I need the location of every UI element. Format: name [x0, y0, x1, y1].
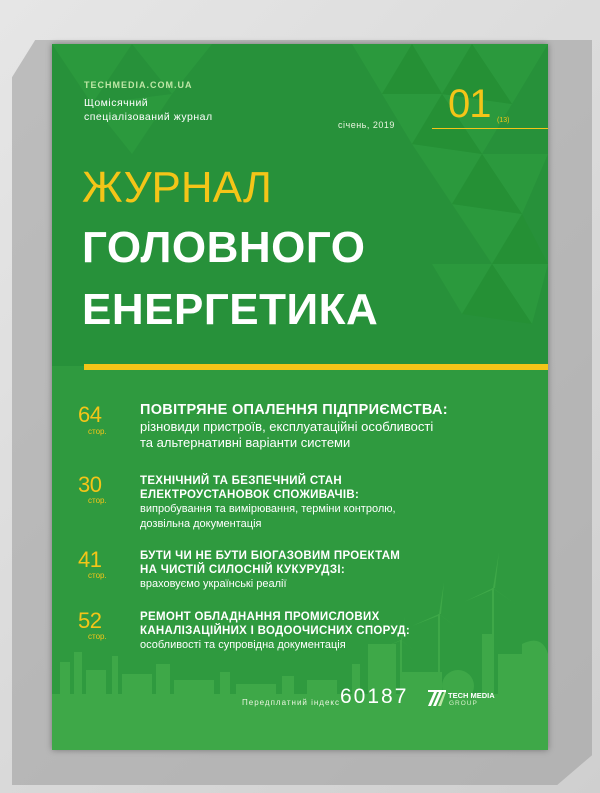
article-title: КАНАЛІЗАЦІЙНИХ І ВОДООЧИСНИХ СПОРУД: [140, 625, 410, 637]
article-title: НА ЧИСТІЙ СИЛОСНІЙ КУКУРУДЗІ: [140, 564, 345, 576]
article-body [140, 610, 548, 653]
article-subtitle: дозвільна документація [140, 518, 262, 530]
article-subtitle: випробування та вимірювання, терміни контролю, [140, 503, 396, 515]
tagline-line: спеціалізований журнал [84, 111, 213, 123]
tech-media-logo-icon [428, 690, 446, 708]
article-subtitle: враховуємо українські реалії [140, 578, 287, 590]
tech-media-group-logo [428, 689, 520, 711]
issue-date: січень, 2019 [338, 120, 395, 130]
article-title: РЕМОНТ ОБЛАДНАННЯ ПРОМИСЛОВИХ [140, 611, 380, 623]
article-subtitle: та альтернативні варіанти системи [140, 435, 351, 450]
article-body [140, 474, 548, 532]
article-body [140, 549, 548, 592]
title-line-energy: ЕНЕРГЕТИКА [82, 285, 379, 334]
article-page-number: 64 [78, 402, 102, 427]
article-page-label: стор. [88, 571, 107, 580]
subscription-index: 60187 [340, 685, 409, 708]
subscription-label: Передплатний індекс [242, 698, 341, 707]
article-page-number: 41 [78, 547, 102, 572]
article-title: ЕЛЕКТРОУСТАНОВОК СПОЖИВАЧІВ: [140, 489, 360, 501]
magazine-cover [52, 44, 548, 750]
website-url: TECHMEDIA.COM.UA [84, 80, 193, 90]
article-title: БУТИ ЧИ НЕ БУТИ БІОГАЗОВИМ ПРОЕКТАМ [140, 550, 401, 562]
tagline [84, 96, 213, 124]
article-page-label: стор. [88, 427, 107, 436]
title-line-journal: ЖУРНАЛ [82, 163, 272, 212]
title-underline [84, 364, 548, 370]
article-page-number: 52 [78, 608, 102, 633]
logo-group: GROUP [449, 700, 478, 707]
top-rule [432, 128, 548, 129]
article-subtitle: різновиди пристроїв, експлуатаційні особливості [140, 419, 434, 434]
tagline-line: Щомісячний [84, 97, 149, 109]
article-subtitle: особливості та супровідна документація [140, 639, 346, 651]
article-page-number: 30 [78, 472, 102, 497]
issue-number: 01 [448, 82, 491, 126]
article-page-label: стор. [88, 632, 107, 641]
issue-total: (13) [497, 117, 510, 124]
article-body [140, 402, 548, 451]
article-title: ТЕХНІЧНИЙ ТА БЕЗПЕЧНИЙ СТАН [140, 475, 342, 487]
title-line-chief: ГОЛОВНОГО [82, 223, 366, 272]
article-title: ПОВІТРЯНЕ ОПАЛЕННЯ ПІДПРИЄМСТВА: [140, 402, 448, 418]
logo-name: TECH MEDIA [448, 691, 495, 700]
article-page-label: стор. [88, 496, 107, 505]
